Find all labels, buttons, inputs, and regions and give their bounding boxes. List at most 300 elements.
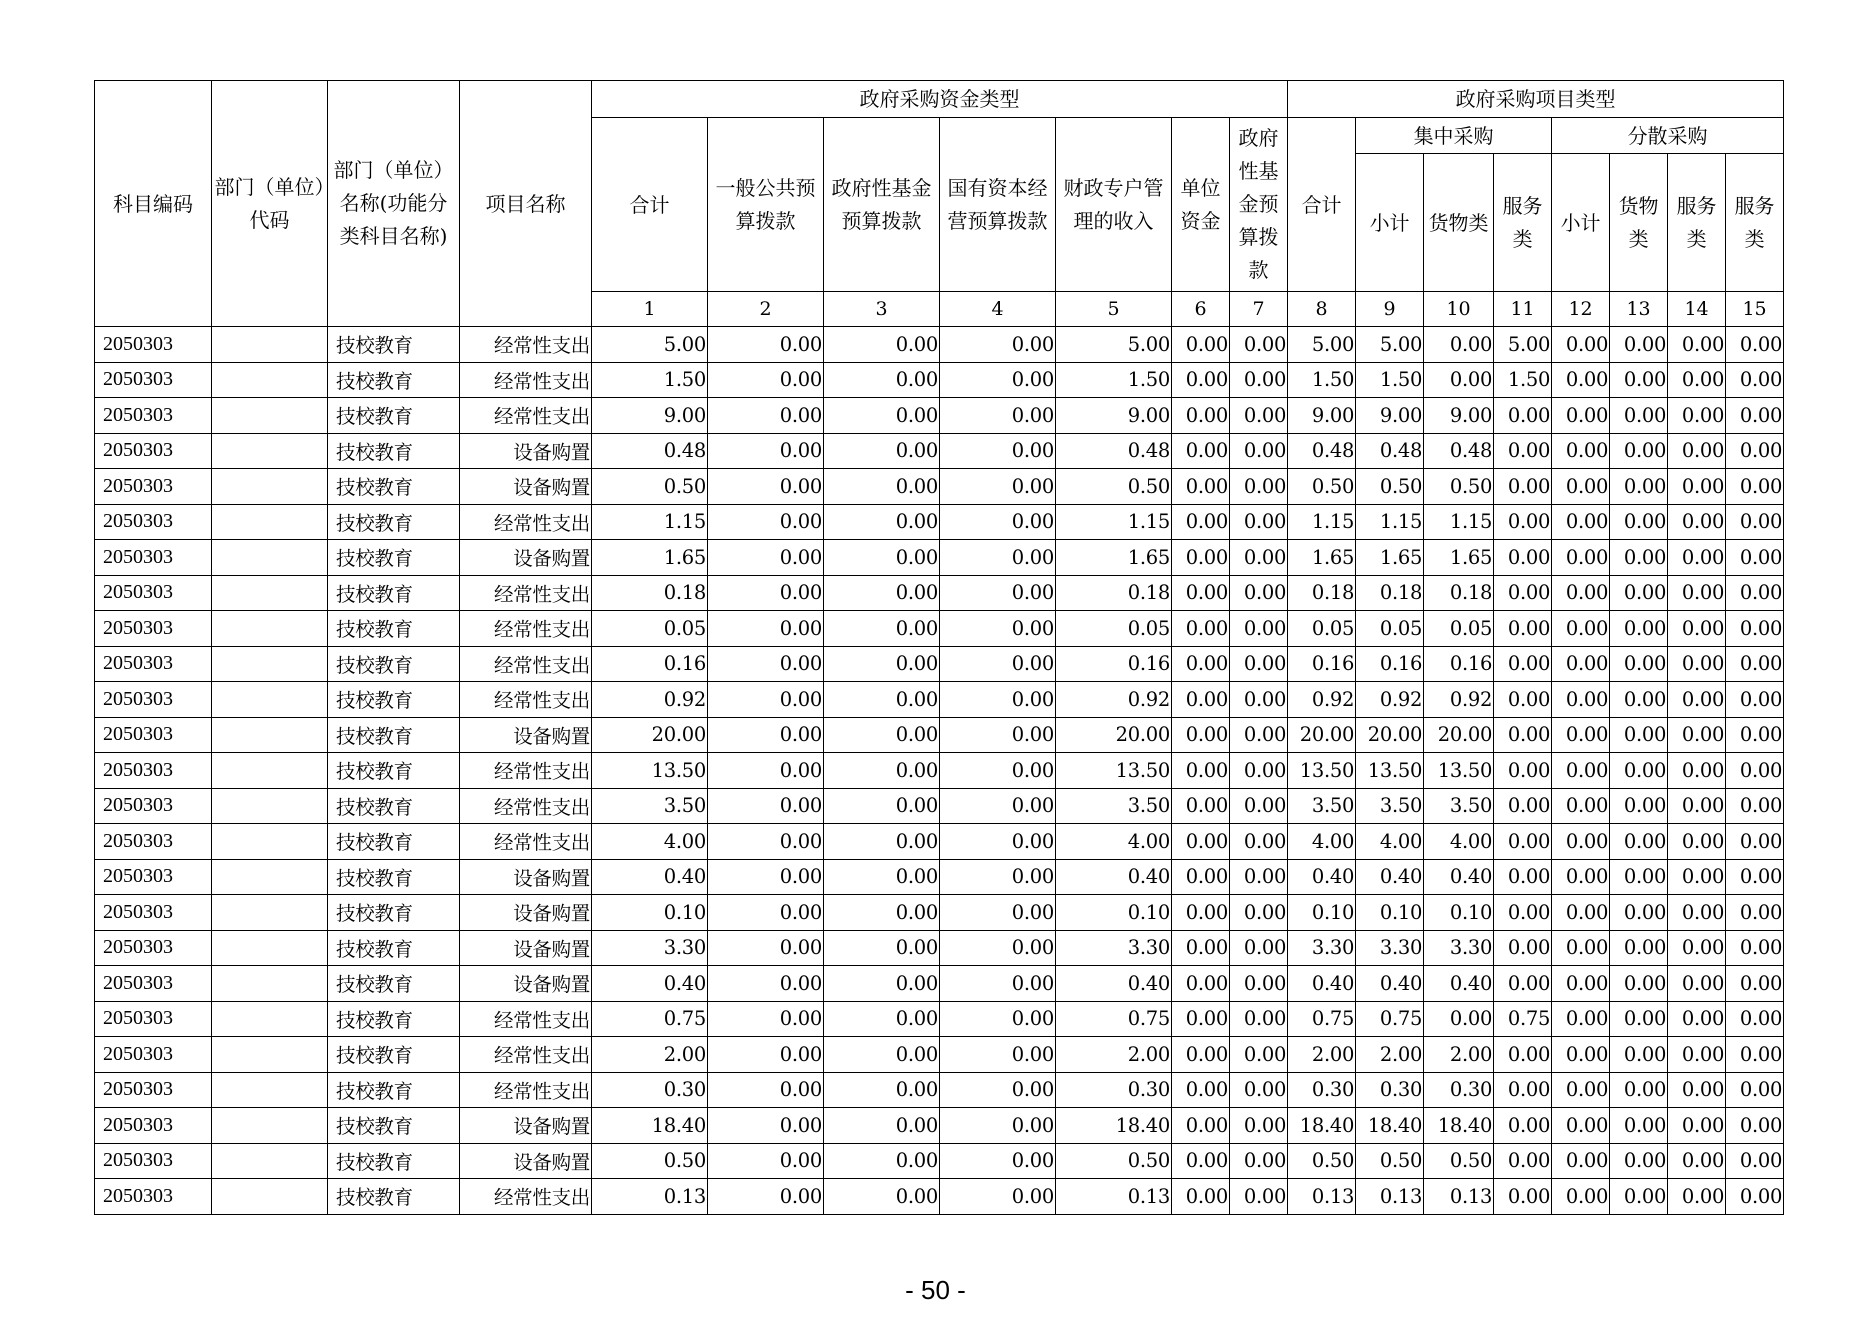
- cell-value: 0.00: [1552, 1143, 1610, 1179]
- cell-value: 0.40: [1424, 859, 1494, 895]
- cell-dept-code: [212, 895, 328, 931]
- cell-value: 0.00: [940, 859, 1056, 895]
- cell-value: 0.00: [1610, 859, 1668, 895]
- cell-value: 0.13: [1424, 1179, 1494, 1215]
- cell-value: 0.00: [1230, 753, 1288, 789]
- cell-value: 0.00: [1230, 966, 1288, 1002]
- cell-value: 0.00: [824, 1108, 940, 1144]
- column-number: 13: [1610, 292, 1668, 327]
- table-row: [95, 788, 1784, 824]
- cell-project-name: 设备购置: [460, 433, 592, 469]
- cell-value: 0.50: [592, 1143, 708, 1179]
- cell-project-name: 设备购置: [460, 966, 592, 1002]
- cell-value: 0.16: [1056, 646, 1172, 682]
- cell-value: 3.50: [592, 788, 708, 824]
- header-centralized: 集中采购: [1356, 118, 1552, 154]
- header-c-subtotal: 小计: [1356, 154, 1424, 292]
- cell-value: 0.48: [1356, 433, 1424, 469]
- cell-value: 0.00: [940, 717, 1056, 753]
- cell-value: 0.00: [940, 824, 1056, 860]
- table-row: [95, 1108, 1784, 1144]
- cell-value: 0.48: [1288, 433, 1356, 469]
- cell-value: 0.00: [1552, 398, 1610, 434]
- cell-value: 0.00: [1230, 504, 1288, 540]
- cell-value: 0.00: [1172, 753, 1230, 789]
- cell-value: 0.00: [1610, 1143, 1668, 1179]
- table-row: [95, 540, 1784, 576]
- cell-value: 0.00: [1172, 966, 1230, 1002]
- cell-value: 4.00: [1356, 824, 1424, 860]
- cell-dept-code: [212, 1072, 328, 1108]
- cell-value: 4.00: [1056, 824, 1172, 860]
- cell-value: 0.00: [1668, 469, 1726, 505]
- header-c-services: 服务类: [1494, 154, 1552, 292]
- cell-value: 0.00: [1494, 753, 1552, 789]
- cell-value: 0.00: [1668, 1143, 1726, 1179]
- cell-value: 0.00: [1172, 1072, 1230, 1108]
- cell-value: 20.00: [1356, 717, 1424, 753]
- cell-value: 0.00: [940, 646, 1056, 682]
- cell-value: 0.00: [1552, 646, 1610, 682]
- cell-value: 0.00: [940, 398, 1056, 434]
- cell-value: 0.00: [1668, 1037, 1726, 1073]
- cell-value: 0.00: [708, 504, 824, 540]
- cell-value: 0.00: [1172, 788, 1230, 824]
- column-number: 6: [1172, 292, 1230, 327]
- cell-value: 0.00: [708, 327, 824, 363]
- column-number: 3: [824, 292, 940, 327]
- cell-project-name: 设备购置: [460, 540, 592, 576]
- table-row: [95, 469, 1784, 505]
- cell-dept-name: 技校教育: [328, 469, 460, 505]
- cell-value: 0.00: [1552, 1179, 1610, 1215]
- cell-dept-code: [212, 717, 328, 753]
- cell-dept-name: 技校教育: [328, 1001, 460, 1037]
- cell-value: 0.00: [1230, 1037, 1288, 1073]
- cell-project-name: 经常性支出: [460, 1179, 592, 1215]
- cell-dept-code: [212, 398, 328, 434]
- cell-value: 0.00: [1230, 1072, 1288, 1108]
- cell-value: 0.00: [1668, 646, 1726, 682]
- cell-value: 0.00: [1172, 930, 1230, 966]
- cell-value: 0.00: [940, 433, 1056, 469]
- column-number: 2: [708, 292, 824, 327]
- cell-value: 0.00: [708, 1143, 824, 1179]
- cell-value: 0.30: [1356, 1072, 1424, 1108]
- header-project-type-group: 政府采购项目类型: [1288, 81, 1784, 118]
- cell-value: 0.00: [1552, 362, 1610, 398]
- header-dept-code: 部门（单位）代码: [212, 81, 328, 327]
- cell-subject-code: 2050303: [95, 1037, 212, 1073]
- cell-value: 0.16: [1424, 646, 1494, 682]
- cell-value: 1.15: [1288, 504, 1356, 540]
- cell-value: 0.00: [1726, 611, 1784, 647]
- cell-value: 0.00: [824, 1179, 940, 1215]
- cell-value: 0.00: [1552, 1001, 1610, 1037]
- cell-value: 0.00: [824, 753, 940, 789]
- column-number: 10: [1424, 292, 1494, 327]
- cell-value: 0.00: [1230, 398, 1288, 434]
- header-fiscal-special: 财政专户管理的收入: [1056, 118, 1172, 292]
- cell-subject-code: 2050303: [95, 930, 212, 966]
- cell-value: 0.00: [1494, 682, 1552, 718]
- table-row: [95, 717, 1784, 753]
- cell-value: 0.00: [1726, 753, 1784, 789]
- cell-value: 0.00: [708, 362, 824, 398]
- cell-project-name: 经常性支出: [460, 824, 592, 860]
- cell-value: 2.00: [1424, 1037, 1494, 1073]
- cell-subject-code: 2050303: [95, 469, 212, 505]
- cell-subject-code: 2050303: [95, 540, 212, 576]
- cell-value: 0.00: [1230, 824, 1288, 860]
- table-row: [95, 433, 1784, 469]
- cell-value: 0.00: [940, 1001, 1056, 1037]
- cell-value: 0.00: [1552, 611, 1610, 647]
- cell-value: 0.50: [1424, 469, 1494, 505]
- table-row: [95, 824, 1784, 860]
- cell-value: 0.00: [1424, 327, 1494, 363]
- cell-value: 0.13: [1288, 1179, 1356, 1215]
- table-row: [95, 398, 1784, 434]
- cell-dept-name: 技校教育: [328, 859, 460, 895]
- cell-value: 0.00: [1668, 1072, 1726, 1108]
- cell-value: 0.00: [708, 717, 824, 753]
- cell-value: 0.00: [1172, 433, 1230, 469]
- cell-value: 0.00: [1726, 966, 1784, 1002]
- cell-value: 0.00: [824, 469, 940, 505]
- cell-value: 0.10: [592, 895, 708, 931]
- cell-dept-code: [212, 1108, 328, 1144]
- cell-value: 1.50: [1056, 362, 1172, 398]
- cell-value: 0.00: [940, 504, 1056, 540]
- cell-value: 0.13: [1356, 1179, 1424, 1215]
- cell-dept-name: 技校教育: [328, 753, 460, 789]
- cell-value: 0.00: [940, 753, 1056, 789]
- cell-value: 0.00: [1172, 504, 1230, 540]
- cell-subject-code: 2050303: [95, 682, 212, 718]
- table-row: [95, 327, 1784, 363]
- cell-value: 0.00: [1552, 895, 1610, 931]
- cell-value: 0.00: [940, 930, 1056, 966]
- header-decentralized: 分散采购: [1552, 118, 1784, 154]
- cell-dept-code: [212, 433, 328, 469]
- cell-value: 0.00: [1726, 1179, 1784, 1215]
- cell-dept-code: [212, 1143, 328, 1179]
- cell-value: 0.00: [824, 930, 940, 966]
- cell-value: 0.00: [940, 1143, 1056, 1179]
- cell-value: 0.00: [1552, 717, 1610, 753]
- cell-value: 0.00: [1172, 540, 1230, 576]
- cell-value: 0.00: [1552, 930, 1610, 966]
- cell-value: 0.00: [1610, 1179, 1668, 1215]
- cell-value: 0.05: [1356, 611, 1424, 647]
- cell-value: 0.00: [1172, 1179, 1230, 1215]
- cell-value: 0.00: [1172, 682, 1230, 718]
- cell-value: 0.00: [1424, 362, 1494, 398]
- cell-value: 0.00: [1610, 327, 1668, 363]
- cell-value: 0.00: [824, 895, 940, 931]
- table-row: [95, 646, 1784, 682]
- cell-value: 1.50: [592, 362, 708, 398]
- cell-dept-code: [212, 469, 328, 505]
- page-number: - 50 -: [905, 1275, 966, 1305]
- cell-value: 0.00: [1726, 717, 1784, 753]
- cell-project-name: 设备购置: [460, 895, 592, 931]
- cell-dept-code: [212, 859, 328, 895]
- cell-subject-code: 2050303: [95, 1179, 212, 1215]
- cell-project-name: 设备购置: [460, 859, 592, 895]
- cell-dept-name: 技校教育: [328, 611, 460, 647]
- column-number: 1: [592, 292, 708, 327]
- cell-value: 0.00: [1494, 575, 1552, 611]
- cell-value: 0.00: [1172, 362, 1230, 398]
- cell-value: 0.50: [1056, 469, 1172, 505]
- cell-value: 0.00: [1552, 1108, 1610, 1144]
- cell-value: 0.00: [1610, 469, 1668, 505]
- column-number: 7: [1230, 292, 1288, 327]
- cell-subject-code: 2050303: [95, 1072, 212, 1108]
- cell-value: 0.40: [1288, 966, 1356, 1002]
- cell-value: 0.00: [1726, 1072, 1784, 1108]
- cell-value: 0.00: [1552, 682, 1610, 718]
- cell-dept-code: [212, 504, 328, 540]
- cell-value: 0.18: [1288, 575, 1356, 611]
- cell-value: 0.00: [1668, 753, 1726, 789]
- cell-value: 3.30: [592, 930, 708, 966]
- cell-dept-name: 技校教育: [328, 1179, 460, 1215]
- cell-value: 5.00: [592, 327, 708, 363]
- cell-value: 1.65: [1356, 540, 1424, 576]
- cell-value: 0.00: [1668, 327, 1726, 363]
- cell-value: 0.00: [1610, 930, 1668, 966]
- cell-value: 0.00: [1610, 1108, 1668, 1144]
- header-dept-name: 部门（单位）名称(功能分类科目名称): [328, 81, 460, 327]
- cell-value: 0.00: [1726, 540, 1784, 576]
- cell-value: 20.00: [1056, 717, 1172, 753]
- header-gov-fund-budget: 政府性基金预算拨款: [1230, 118, 1288, 292]
- cell-value: 0.16: [592, 646, 708, 682]
- cell-value: 0.00: [824, 398, 940, 434]
- cell-subject-code: 2050303: [95, 895, 212, 931]
- cell-dept-name: 技校教育: [328, 540, 460, 576]
- cell-value: 0.00: [1172, 859, 1230, 895]
- cell-value: 0.00: [1668, 966, 1726, 1002]
- cell-project-name: 经常性支出: [460, 611, 592, 647]
- cell-value: 0.30: [1288, 1072, 1356, 1108]
- cell-value: 0.00: [1552, 966, 1610, 1002]
- cell-value: 2.00: [1356, 1037, 1424, 1073]
- cell-dept-code: [212, 540, 328, 576]
- cell-value: 0.00: [1726, 859, 1784, 895]
- table-body: [95, 327, 1784, 1215]
- cell-value: 0.40: [592, 859, 708, 895]
- cell-value: 0.00: [1172, 398, 1230, 434]
- cell-value: 0.00: [1668, 824, 1726, 860]
- cell-value: 0.00: [708, 1108, 824, 1144]
- cell-project-name: 设备购置: [460, 930, 592, 966]
- cell-project-name: 经常性支出: [460, 398, 592, 434]
- cell-value: 13.50: [1356, 753, 1424, 789]
- cell-value: 5.00: [1494, 327, 1552, 363]
- cell-value: 9.00: [1424, 398, 1494, 434]
- cell-project-name: 经常性支出: [460, 1072, 592, 1108]
- cell-value: 1.50: [1494, 362, 1552, 398]
- cell-value: 0.50: [1288, 1143, 1356, 1179]
- cell-dept-name: 技校教育: [328, 1072, 460, 1108]
- cell-value: 3.50: [1056, 788, 1172, 824]
- cell-value: 0.00: [1494, 1143, 1552, 1179]
- cell-value: 3.30: [1424, 930, 1494, 966]
- cell-value: 1.65: [1056, 540, 1172, 576]
- cell-subject-code: 2050303: [95, 1108, 212, 1144]
- cell-dept-code: [212, 575, 328, 611]
- cell-value: 0.00: [1610, 646, 1668, 682]
- cell-value: 0.00: [1494, 788, 1552, 824]
- cell-value: 0.00: [1552, 1072, 1610, 1108]
- cell-value: 0.00: [1230, 1179, 1288, 1215]
- cell-value: 0.00: [1494, 540, 1552, 576]
- cell-value: 0.00: [708, 469, 824, 505]
- cell-project-name: 经常性支出: [460, 1037, 592, 1073]
- cell-dept-code: [212, 682, 328, 718]
- cell-value: 0.50: [592, 469, 708, 505]
- cell-value: 0.48: [1424, 433, 1494, 469]
- cell-value: 0.00: [1668, 433, 1726, 469]
- cell-dept-code: [212, 824, 328, 860]
- cell-value: 0.00: [1726, 1001, 1784, 1037]
- cell-project-name: 经常性支出: [460, 646, 592, 682]
- cell-value: 1.15: [592, 504, 708, 540]
- cell-subject-code: 2050303: [95, 859, 212, 895]
- cell-value: 0.05: [1288, 611, 1356, 647]
- cell-value: 0.00: [1610, 575, 1668, 611]
- cell-subject-code: 2050303: [95, 824, 212, 860]
- cell-value: 0.00: [940, 682, 1056, 718]
- cell-dept-code: [212, 327, 328, 363]
- cell-value: 0.00: [1172, 1037, 1230, 1073]
- cell-value: 0.00: [940, 540, 1056, 576]
- cell-dept-name: 技校教育: [328, 717, 460, 753]
- cell-value: 0.00: [940, 1072, 1056, 1108]
- cell-value: 0.00: [1230, 646, 1288, 682]
- cell-value: 0.92: [1056, 682, 1172, 718]
- cell-value: 0.00: [1610, 504, 1668, 540]
- cell-value: 0.00: [824, 1072, 940, 1108]
- column-number: 14: [1668, 292, 1726, 327]
- cell-value: 0.00: [1552, 504, 1610, 540]
- cell-value: 0.00: [708, 824, 824, 860]
- cell-subject-code: 2050303: [95, 575, 212, 611]
- cell-value: 0.00: [1668, 717, 1726, 753]
- cell-value: 0.40: [592, 966, 708, 1002]
- cell-dept-name: 技校教育: [328, 966, 460, 1002]
- cell-project-name: 经常性支出: [460, 504, 592, 540]
- cell-subject-code: 2050303: [95, 398, 212, 434]
- cell-dept-name: 技校教育: [328, 327, 460, 363]
- cell-value: 0.00: [1494, 433, 1552, 469]
- cell-value: 0.00: [824, 1001, 940, 1037]
- header-d-subtotal: 小计: [1552, 154, 1610, 292]
- cell-value: 0.00: [1610, 824, 1668, 860]
- cell-subject-code: 2050303: [95, 327, 212, 363]
- cell-value: 0.13: [1056, 1179, 1172, 1215]
- cell-value: 0.00: [824, 575, 940, 611]
- cell-subject-code: 2050303: [95, 788, 212, 824]
- cell-value: 1.50: [1356, 362, 1424, 398]
- cell-value: 0.40: [1356, 859, 1424, 895]
- cell-value: 0.00: [1424, 1001, 1494, 1037]
- cell-project-name: 经常性支出: [460, 788, 592, 824]
- cell-value: 0.00: [708, 788, 824, 824]
- cell-value: 18.40: [1056, 1108, 1172, 1144]
- cell-value: 0.00: [940, 575, 1056, 611]
- cell-value: 0.00: [708, 966, 824, 1002]
- cell-project-name: 经常性支出: [460, 575, 592, 611]
- cell-value: 0.75: [1494, 1001, 1552, 1037]
- cell-value: 0.75: [1356, 1001, 1424, 1037]
- cell-value: 0.00: [708, 575, 824, 611]
- header-d-services-2: 服务类: [1726, 154, 1784, 292]
- cell-value: 0.00: [1230, 1143, 1288, 1179]
- cell-value: 0.05: [592, 611, 708, 647]
- cell-value: 0.00: [1494, 611, 1552, 647]
- cell-value: 0.00: [1230, 895, 1288, 931]
- table-row: [95, 362, 1784, 398]
- cell-value: 0.00: [940, 1179, 1056, 1215]
- header-unit-fund: 单位资金: [1172, 118, 1230, 292]
- cell-value: 0.00: [708, 646, 824, 682]
- cell-value: 0.00: [1726, 930, 1784, 966]
- cell-dept-name: 技校教育: [328, 1037, 460, 1073]
- cell-value: 0.00: [824, 433, 940, 469]
- cell-value: 0.00: [708, 1072, 824, 1108]
- table-row: [95, 1143, 1784, 1179]
- cell-dept-name: 技校教育: [328, 824, 460, 860]
- cell-project-name: 设备购置: [460, 717, 592, 753]
- cell-value: 0.50: [1056, 1143, 1172, 1179]
- cell-value: 0.00: [1494, 398, 1552, 434]
- cell-value: 0.00: [1668, 398, 1726, 434]
- cell-dept-code: [212, 966, 328, 1002]
- cell-value: 0.00: [940, 362, 1056, 398]
- cell-value: 4.00: [1424, 824, 1494, 860]
- cell-subject-code: 2050303: [95, 362, 212, 398]
- cell-value: 0.00: [708, 859, 824, 895]
- cell-value: 0.00: [708, 540, 824, 576]
- header-gov-fund: 政府性基金预算拨款: [824, 118, 940, 292]
- cell-value: 0.10: [1356, 895, 1424, 931]
- cell-value: 2.00: [1056, 1037, 1172, 1073]
- cell-dept-name: 技校教育: [328, 930, 460, 966]
- cell-value: 0.00: [1668, 1108, 1726, 1144]
- cell-value: 0.00: [1494, 646, 1552, 682]
- cell-value: 0.10: [1424, 895, 1494, 931]
- cell-value: 0.00: [1230, 433, 1288, 469]
- cell-value: 0.00: [824, 362, 940, 398]
- cell-value: 0.00: [824, 504, 940, 540]
- header-fund-type-group: 政府采购资金类型: [592, 81, 1288, 118]
- cell-value: 0.00: [940, 469, 1056, 505]
- cell-value: 5.00: [1056, 327, 1172, 363]
- cell-value: 0.00: [708, 1001, 824, 1037]
- cell-value: 0.00: [1230, 469, 1288, 505]
- cell-value: 4.00: [1288, 824, 1356, 860]
- cell-value: 0.18: [592, 575, 708, 611]
- cell-dept-code: [212, 1037, 328, 1073]
- cell-value: 0.10: [1056, 895, 1172, 931]
- cell-value: 0.48: [592, 433, 708, 469]
- cell-value: 0.00: [824, 646, 940, 682]
